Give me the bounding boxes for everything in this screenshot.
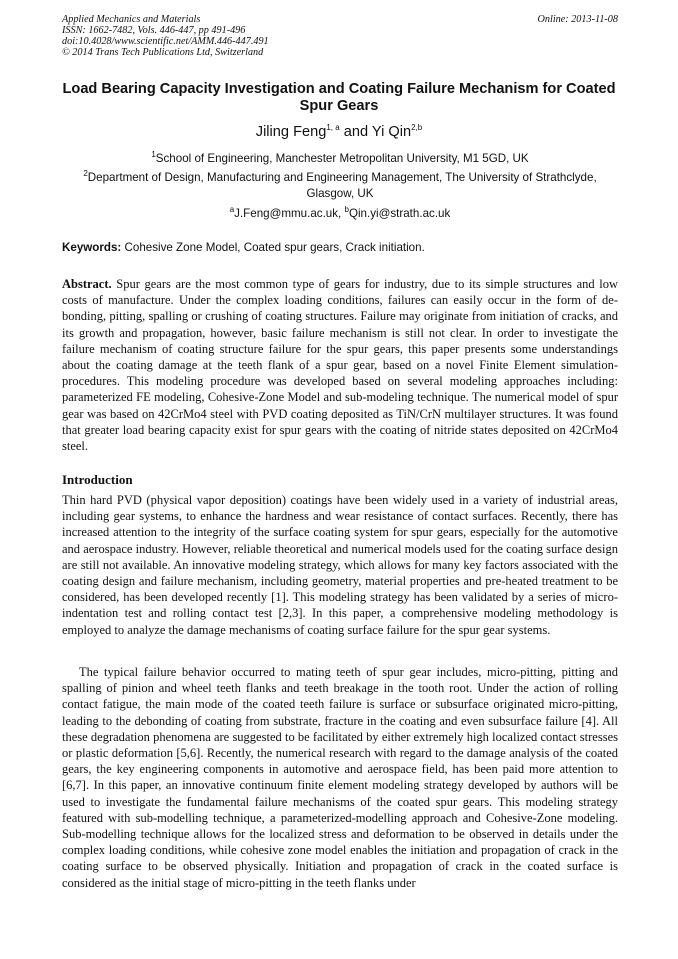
online-date: Online: 2013-11-08 xyxy=(537,14,618,25)
affiliation-text: School of Engineering, Manchester Metropolitan University, M1 5GD, UK xyxy=(155,152,529,165)
affiliation-mark: 2 xyxy=(83,169,88,179)
author-affiliation-mark: 2,b xyxy=(411,123,423,133)
author-name: Jiling Feng xyxy=(255,124,327,140)
affiliation-2 xyxy=(62,170,618,202)
email-link[interactable]: J.Feng@mmu.ac.uk, xyxy=(234,207,345,220)
keywords-text: Cohesive Zone Model, Coated spur gears, Crack initiation. xyxy=(121,241,425,254)
email-link[interactable]: Qin.yi@strath.ac.uk xyxy=(348,207,451,220)
keywords-label: Keywords: xyxy=(62,241,122,254)
introduction-heading: Introduction xyxy=(62,472,133,487)
affiliation-text: Department of Design, Manufacturing and Engineering Management, The University of Strathclyde, Glasgow, UK xyxy=(87,171,597,200)
introduction-paragraph: The typical failure behavior occurred to mating teeth of spur gear includes, micro-pitting, pitting and spalling of pinion and wheel teeth flanks and teeth breakage in the tooth root. Under the action of rolling contact fatigue, the main mode of the coated teeth failure is surface or subsurface originated micro-pitting, leading to the debonding of coating from substrate, fracture in the coating and even subsurface failure [4]. All these degradation phenomena are suggested to be facilitated by either extremely high localized contact stresses or plastic deformation [5,6]. Recently, the numerical research with regard to the damage analysis of the coated gears, the key engineering components in automotive and aerospace field, has been paid more attention to [6,7]. In this paper, an innovative continuum finite element modeling strategy developed by authors will be used to investigate the fundamental failure mechanisms of the coated spur gears. This modeling strategy featured with sub-modelling technique, a parameterized-modelling approach and Cohesive-Zone modeling. Sub-modelling technique allows for the localized stress and deformation to be observed in details under the complex loading conditions, while cohesive zone model enables the initiation and propagation of crack in the coating surface to be observed physically. Initiation and propagation of crack in the coated surface is considered as the initial stage of micro-pitting in the teeth flanks under xyxy=(62,665,618,890)
author-name: Yi Qin xyxy=(371,124,412,140)
author-conjunction: and xyxy=(339,124,372,140)
abstract-paragraph xyxy=(62,276,618,454)
keywords-line xyxy=(62,240,618,255)
journal-name: Applied Mechanics and Materials xyxy=(62,14,201,25)
author-line xyxy=(60,123,618,141)
affiliation-mark: 1 xyxy=(151,150,156,160)
issn-line: ISSN: 1662-7482, Vols. 446-447, pp 491-496 xyxy=(62,25,246,36)
affiliation-1 xyxy=(62,151,618,167)
paper-title: Load Bearing Capacity Investigation and Coating Failure Mechanism for Coated Spur Gears xyxy=(62,81,616,114)
copyright-line: © 2014 Trans Tech Publications Ltd, Switzerland xyxy=(62,47,264,58)
introduction-paragraph: Thin hard PVD (physical vapor deposition) coatings have been widely used in a variety of industrial areas, including gear systems, to enhance the hardness and wear resistance of contact surfaces. Recently, there has increased attention to the integrity of the surface coating system for spur gears, especially for the automotive and aerospace industry. However, reliable theoretical and numerical models used for the coating surface design are still not available. An innovative modeling strategy, which allows for many key factors associated with the coating design and failure mechanism, including geometry, material properties and pre-heated treatment to be considered, has been developed recently [1]. This modeling strategy has been validated by a series of micro-indentation test and rolling contact test [2,3]. In this paper, a comprehensive modeling methodology is employed to analyze the damage mechanisms of coating surface failure for the spur gear systems. xyxy=(62,493,618,637)
journal-header xyxy=(62,14,618,58)
doi-line: doi:10.4028/www.scientific.net/AMM.446-447.491 xyxy=(62,36,269,47)
email-mark: a xyxy=(229,205,235,215)
abstract-text: Spur gears are the most common type of gears for industry, due to its simple structures and low costs of manufacture. Under the complex loading conditions, failures can easily occur in the form of de-bonding, pitting, spalling or crushing of coating structures. Failure may originate from initiation of cracks, and its growth and propagation, however, basic failure mechanism is still not clear. In order to investigate the failure mechanism of coating structure failure for the spur gears, this paper presents some understandings about the coating damage at the teeth flank of a spur gear, based on a novel Finite Element simulation-procedures. This modeling procedure was developed based on several modeling approaches including: parameterized FE modeling, Cohesive-Zone Model and sub-modeling technique. The numerical model of spur gear was based on 42CrMo4 steel with PVD coating deposited as TiN/CrN multilayer structures. It was found that greater load bearing capacity exist for spur gears with the coating of nitride states deposited on 42CrMo4 steel. xyxy=(62,277,618,454)
author-emails xyxy=(62,206,618,221)
email-mark: b xyxy=(344,205,349,215)
abstract-label: Abstract. xyxy=(62,277,112,291)
author-affiliation-mark: 1, a xyxy=(326,123,340,133)
